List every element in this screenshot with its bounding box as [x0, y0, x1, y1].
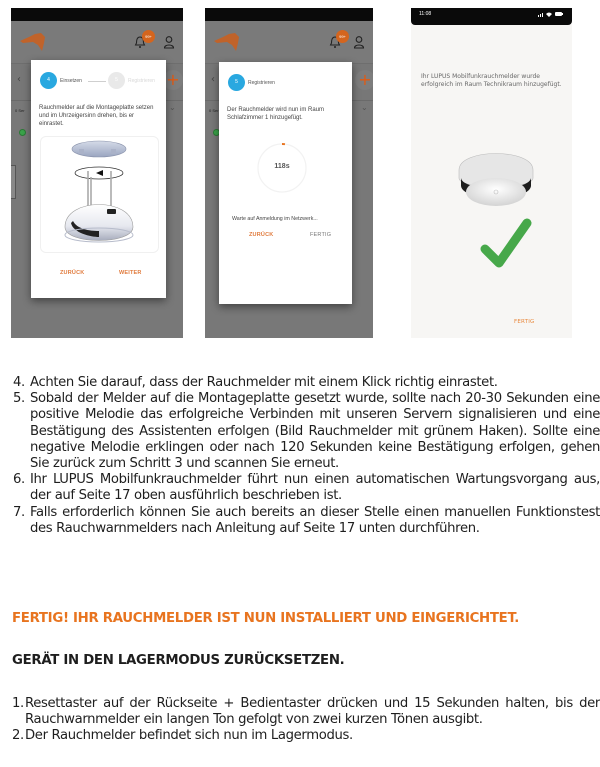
list-item: [0, 505, 600, 537]
status-bar: [11, 8, 183, 21]
mounting-illustration: [40, 136, 159, 253]
row-label: 0 Ser: [15, 108, 25, 113]
instruction-steps: [0, 375, 600, 537]
smoke-detector-image: [451, 148, 541, 218]
step-text: Ihr LUPUS Mobilfunkrauchmelder führt nun einen automatischen Wartungsvorgang aus, der auf Seite 17 oben ausführlich beschrieben ist.: [30, 472, 600, 504]
step-number: 6.: [13, 472, 25, 488]
dialog-instruction: Der Rauchmelder wird nun im Raum Schlafzimmer 1 hinzugefügt.: [227, 107, 325, 121]
status-icons: [538, 11, 564, 19]
back-button[interactable]: ZURÜCK: [60, 270, 85, 276]
step-number: 1.: [12, 696, 24, 711]
screenshot-success: [411, 8, 572, 338]
user-icon[interactable]: [163, 35, 175, 49]
status-bar: [205, 8, 373, 21]
status-bar: [411, 8, 572, 25]
list-item: [0, 391, 600, 472]
app-bar: [11, 21, 183, 64]
screenshot-step-register: [205, 8, 373, 338]
reset-steps-list: [0, 696, 600, 745]
smoke-detector-mounting-image: [41, 137, 158, 252]
step-connector: [88, 81, 106, 82]
step-label-active: Registrieren: [248, 80, 275, 86]
notification-badge: 99+: [336, 30, 349, 43]
step-indicator-inactive: 5: [108, 72, 125, 89]
user-icon[interactable]: [353, 35, 365, 49]
lupus-wolf-logo: [213, 31, 241, 53]
notification-badge: 99+: [142, 30, 155, 43]
back-button[interactable]: ZURÜCK: [249, 232, 274, 238]
reset-headline: GERÄT IN DEN LAGERMODUS ZURÜCKSETZEN.: [12, 653, 345, 668]
countdown-value: 118s: [274, 163, 290, 170]
dialog-instruction: Rauchmelder auf die Montageplatte setzen und im Uhrzeigersinn drehen, bis er einrastet.: [39, 105, 154, 127]
step-label-inactive: Registrieren: [128, 78, 155, 84]
success-message: Ihr LUPUS Mobilfunkrauchmelder wurde erfolgreich im Raum Technikraum hinzugefügt.: [421, 73, 562, 88]
row-label: 0 Ser: [209, 108, 219, 113]
step-indicator-active: 4: [40, 72, 57, 89]
chevron-left-icon[interactable]: ‹: [211, 74, 215, 85]
step-label-active: Einsetzen: [60, 78, 82, 84]
chevron-down-icon[interactable]: ⌄: [361, 103, 368, 112]
done-button[interactable]: FERTIG: [310, 232, 332, 238]
step-text: Resettaster auf der Rückseite + Bedientaster drücken und 15 Sekunden halten, bis der Rauchwarnmelder ein langen Ton gefolgt von zwei kurzen Tönen ausgibt.: [25, 696, 600, 728]
chevron-down-icon[interactable]: ⌄: [169, 103, 176, 112]
list-item: [0, 696, 600, 728]
step-text: Sobald der Melder auf die Montageplatte gesetzt wurde, sollte nach 20-30 Sekunden eine positive Melodie das erfolgreiche Verbinden mit unseren Servern signalisieren und eine Bestätigung des Assistenten erfolgen (Bild Rauchmelder mit grünem Haken). Sollte eine negative Melodie erklingen oder nach 120 Sekunden keine Bestätigung erfolgen, gehen Sie zurück zum Schritt 3 und scannen Sie erneut.: [30, 391, 600, 472]
status-dot: [19, 129, 26, 136]
chevron-left-icon[interactable]: ‹: [17, 74, 21, 85]
step-text: Achten Sie darauf, dass der Rauchmelder mit einem Klick richtig einrastet.: [30, 375, 498, 390]
step-number: 4.: [13, 375, 25, 390]
done-button[interactable]: FERTIG: [514, 319, 535, 325]
signal-wifi-battery-icon: [538, 11, 564, 17]
list-item: [0, 472, 600, 504]
step-text: Falls erforderlich können Sie auch bereits an dieser Stelle einen manuellen Funktionstest des Rauchwarnmelders nach Anleitung auf Seite 17 unten durchführen.: [30, 504, 600, 536]
next-button[interactable]: WEITER: [119, 270, 142, 276]
lupus-wolf-logo: [19, 31, 47, 53]
side-handle: [11, 165, 16, 199]
reset-steps: [0, 696, 600, 745]
step-number: 5.: [13, 391, 25, 407]
green-checkmark-icon: [477, 213, 533, 269]
app-bar: [205, 21, 373, 64]
steps-list: [0, 375, 600, 537]
screenshot-step-insert: [11, 8, 183, 338]
plus-icon[interactable]: +: [163, 70, 183, 90]
status-time: 11:08: [419, 11, 432, 17]
list-item: [0, 728, 600, 744]
step-text: Der Rauchmelder befindet sich nun im Lagermodus.: [25, 728, 353, 744]
step-number: 7.: [13, 504, 25, 520]
list-item: [0, 375, 600, 391]
step-indicator-active: 5: [228, 74, 245, 91]
step-number: 2.: [12, 728, 24, 744]
plus-icon[interactable]: +: [355, 70, 373, 90]
waiting-text: Warte auf Anmeldung im Netzwerk...: [232, 216, 318, 222]
setup-dialog: [31, 60, 166, 298]
register-dialog: [219, 62, 352, 304]
done-headline: FERTIG! IHR RAUCHMELDER IST NUN INSTALLIERT UND EINGERICHTET.: [12, 611, 519, 626]
